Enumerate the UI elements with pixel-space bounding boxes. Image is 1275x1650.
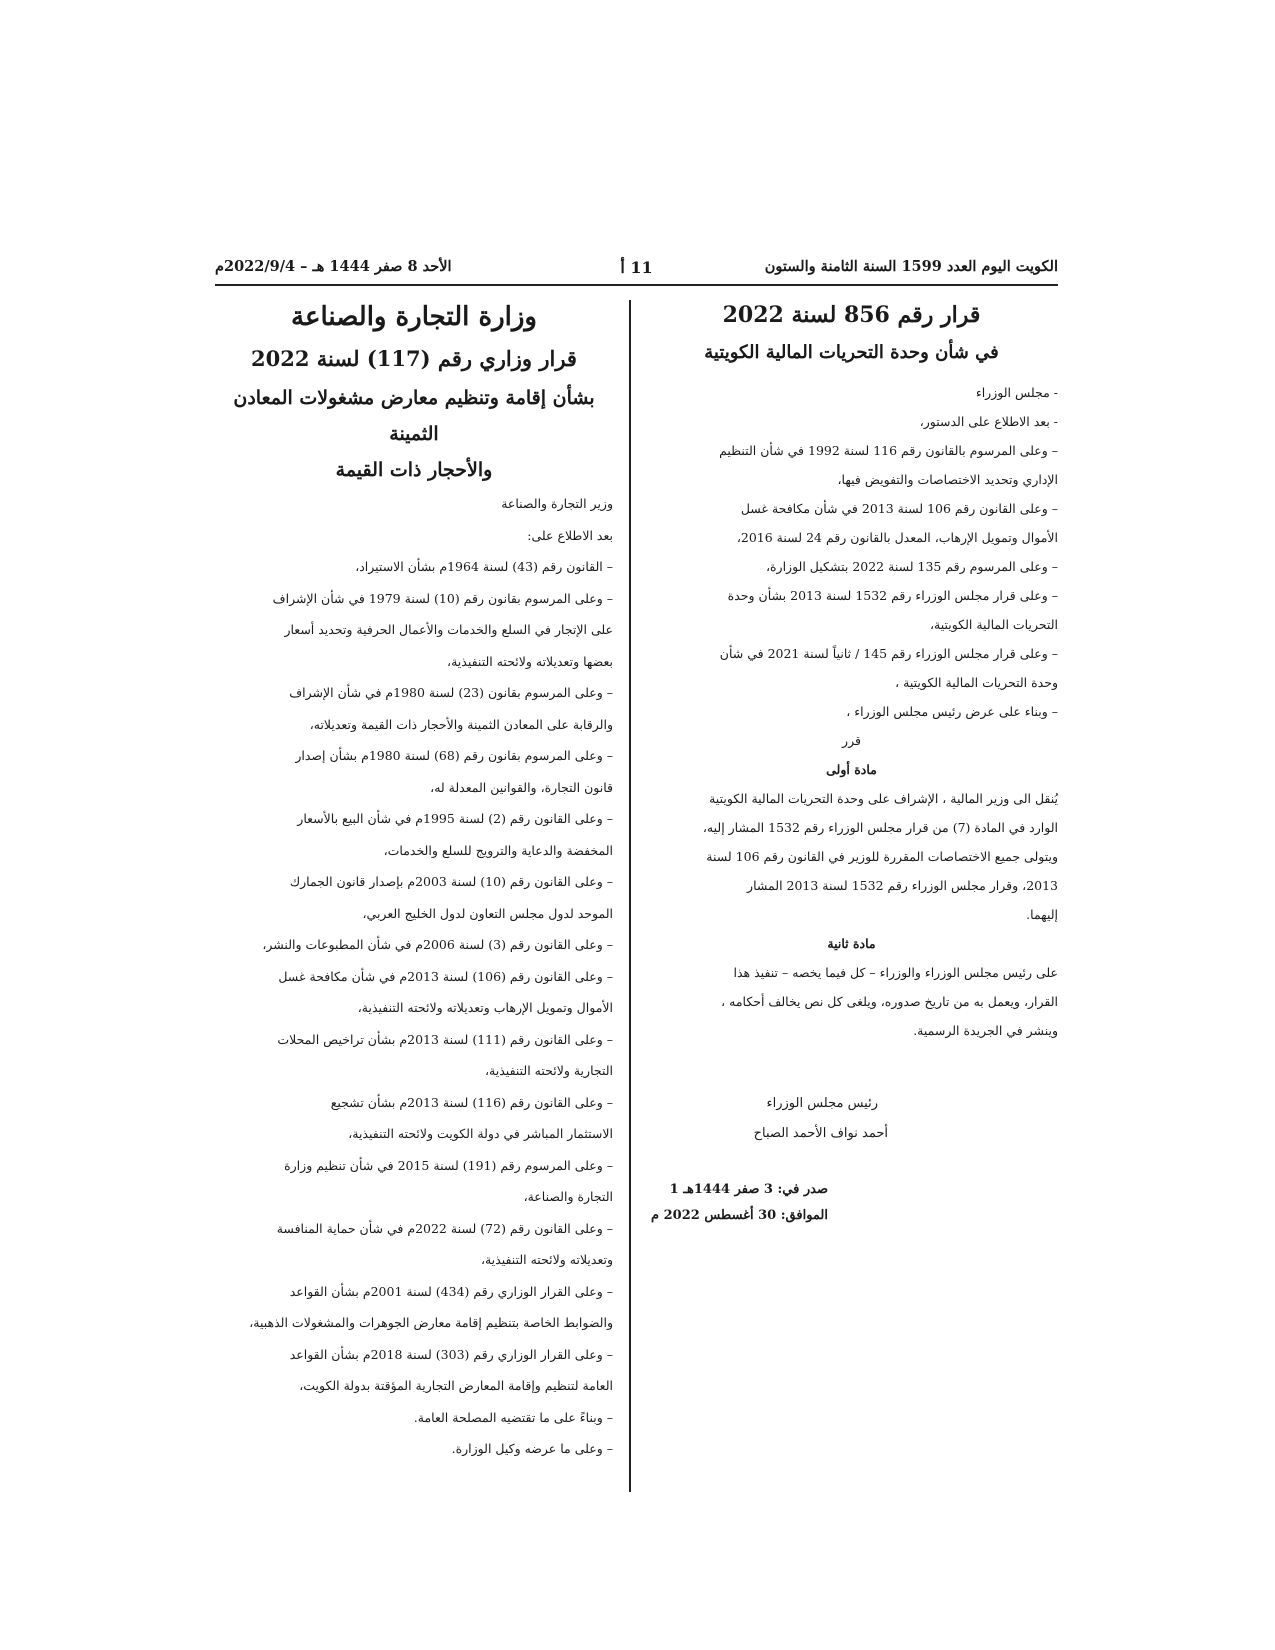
body-line: – وعلى القانون رقم (72) لسنة 2022م في شأن حماية المنافسة bbox=[276, 1220, 613, 1236]
decree-subtitle: في شأن وحدة التحريات المالية الكويتية bbox=[704, 342, 999, 363]
body-line: – وعلى القرار الوزاري رقم (303) لسنة 2018م بشأن القواعد bbox=[289, 1346, 613, 1362]
decree-preamble bbox=[645, 378, 1058, 726]
body-line: بعد الاطلاع على: bbox=[527, 527, 613, 543]
article1-body bbox=[645, 784, 1058, 929]
body-line: وتعديلاته ولائحته التنفيذية، bbox=[480, 1252, 613, 1267]
corresponding-date: الموافق: 30 أغسطس 2022 م bbox=[651, 1208, 828, 1223]
body-line: – وعلى القانون رقم (10) لسنة 2003م بإصدار قانون الجمارك bbox=[289, 874, 613, 889]
ministerial-title: قرار وزاري رقم (117) لسنة 2022 bbox=[251, 346, 577, 371]
article1-title: مادة أولى bbox=[826, 762, 877, 777]
body-line: الموحد لدول مجلس التعاون لدول الخليج العربي، bbox=[362, 905, 613, 921]
preamble-line: التحريات المالية الكويتية، bbox=[929, 617, 1058, 632]
header-date: الأحد 8 صفر 1444 هـ – 2022/9/4م bbox=[215, 258, 452, 275]
header-page-number: 11 أ bbox=[620, 258, 653, 277]
body-line: – وعلى القانون رقم (106) لسنة 2013م في شأن مكافحة غسل bbox=[278, 968, 613, 984]
body-line: – وعلى القانون رقم (3) لسنة 2006م في شأن المطبوعات والنشر، bbox=[262, 937, 613, 952]
article2-title: مادة ثانية bbox=[827, 936, 876, 951]
preamble-line: – وعلى المرسوم بالقانون رقم 116 لسنة 1992 في شأن التنظيم bbox=[719, 443, 1058, 458]
preamble-line: – وعلى المرسوم رقم 135 لسنة 2022 بتشكيل الوزارة، bbox=[765, 559, 1058, 574]
ministry-name: وزارة التجارة والصناعة bbox=[291, 302, 537, 332]
body-line: – وعلى القانون رقم (111) لسنة 2013م بشأن تراخيص المحلات bbox=[277, 1031, 613, 1047]
ministerial-body bbox=[215, 488, 613, 1465]
ministerial-column bbox=[215, 296, 613, 1465]
preamble-line: – وعلى قرار مجلس الوزراء رقم 145 / ثانياً لسنة 2021 في شأن bbox=[719, 646, 1058, 661]
body-line: والضوابط الخاصة بتنظيم إقامة معارض الجوهرات والمشغولات الذهبية، bbox=[249, 1315, 613, 1330]
signature-name: أحمد نواف الأحمد الصباح bbox=[753, 1126, 888, 1141]
body-line: – وبناءً على ما تقتضيه المصلحة العامة. bbox=[413, 1409, 613, 1425]
article2-line: القرار، ويعمل به من تاريخ صدوره، ويلغى كل نص يخالف أحكامه ، bbox=[721, 994, 1058, 1009]
body-line: – وعلى القانون رقم (116) لسنة 2013م بشأن تشجيع bbox=[330, 1094, 613, 1110]
article2-body bbox=[645, 958, 1058, 1045]
preamble-line: – وعلى القانون رقم 106 لسنة 2013 في شأن مكافحة غسل bbox=[740, 501, 1058, 516]
preamble-line: – وعلى قرار مجلس الوزراء رقم 1532 لسنة 2013 بشأن وحدة bbox=[727, 588, 1058, 603]
preamble-line: الأموال وتمويل الإرهاب، المعدل بالقانون رقم 24 لسنة 2016، bbox=[736, 530, 1058, 545]
decree-column bbox=[645, 296, 1058, 1229]
header-issue-info: الكويت اليوم العدد 1599 السنة الثامنة والستون bbox=[764, 258, 1058, 275]
decree-title: قرار رقم 856 لسنة 2022 bbox=[722, 302, 981, 328]
body-line: بعضها وتعديلاته ولائحته التنفيذية، bbox=[447, 653, 613, 669]
column-divider bbox=[629, 300, 631, 1492]
body-line: العامة لتنظيم وإقامة المعارض التجارية المؤقتة بدولة الكويت، bbox=[299, 1378, 613, 1393]
article1-line: يُنقل الى وزير المالية ، الإشراف على وحدة التحريات المالية الكويتية bbox=[709, 791, 1058, 806]
body-line: الأموال وتمويل الإرهاب وتعديلاته ولائحته التنفيذية، bbox=[357, 1000, 613, 1015]
preamble-line: - بعد الاطلاع على الدستور، bbox=[919, 414, 1058, 429]
body-line: – وعلى المرسوم بقانون (23) لسنة 1980م في شأن الإشراف bbox=[289, 685, 613, 700]
body-line: على الإتجار في السلع والخدمات والأعمال الحرفية وتحديد أسعار bbox=[284, 622, 613, 637]
body-line: والرقابة على المعادن الثمينة والأحجار ذات القيمة وتعديلاته، bbox=[309, 716, 613, 732]
article2-line: وينشر في الجريدة الرسمية. bbox=[913, 1023, 1058, 1038]
article2-line: على رئيس مجلس الوزراء والوزراء – كل فيما يخصه – تنفيذ هذا bbox=[733, 965, 1058, 980]
body-line: – وعلى القرار الوزاري رقم (434) لسنة 2001م بشأن القواعد bbox=[289, 1283, 613, 1299]
article1-line: إليهما. bbox=[1026, 907, 1058, 922]
body-line: – وعلى المرسوم بقانون رقم (68) لسنة 1980م بشأن إصدار bbox=[295, 748, 613, 763]
body-line: التجارة والصناعة، bbox=[523, 1189, 613, 1204]
article1-line: الوارد في المادة (7) من قرار مجلس الوزراء رقم 1532 المشار إليه، bbox=[702, 820, 1058, 835]
body-line: – القانون رقم (43) لسنة 1964م بشأن الاستيراد، bbox=[355, 559, 613, 574]
article1-line: 2013، وقرار مجلس الوزراء رقم 1532 لسنة 2013 المشار bbox=[747, 878, 1058, 893]
preamble-line: الإداري وتحديد الاختصاصات والتفويض فيها، bbox=[837, 472, 1058, 487]
body-line: قانون التجارة، والقوانين المعدلة له، bbox=[430, 779, 613, 795]
body-line: – وعلى المرسوم رقم (191) لسنة 2015 في شأن تنظيم وزارة bbox=[284, 1157, 613, 1173]
preamble-line: - مجلس الوزراء bbox=[975, 385, 1058, 400]
signature-title: رئيس مجلس الوزراء bbox=[766, 1096, 878, 1111]
body-line: – وعلى القانون رقم (2) لسنة 1995م في شأن البيع بالأسعار bbox=[297, 811, 613, 826]
article1-line: ويتولى جميع الاختصاصات المقررة للوزير في القانون رقم 106 لسنة bbox=[706, 849, 1058, 864]
body-line: المخفضة والدعاية والترويج للسلع والخدمات، bbox=[383, 842, 613, 858]
preamble-line: – وبناء على عرض رئيس مجلس الوزراء ، bbox=[846, 704, 1058, 719]
body-line: الاستثمار المباشر في دولة الكويت ولائحته التنفيذية، bbox=[348, 1126, 613, 1141]
ministerial-subject-cont: والأحجار ذات القيمة bbox=[335, 459, 493, 481]
preamble-line: وحدة التحريات المالية الكويتية ، bbox=[895, 675, 1058, 690]
page-header bbox=[215, 254, 1058, 286]
body-line: التجارية ولائحته التنفيذية، bbox=[485, 1063, 613, 1078]
body-line: – وعلى ما عرضه وكيل الوزارة. bbox=[451, 1441, 613, 1456]
body-line: وزير التجارة والصناعة bbox=[501, 496, 613, 511]
decided-label: قرر bbox=[842, 733, 861, 748]
ministerial-subject: بشأن إقامة وتنظيم معارض مشغولات المعادن الثمينة bbox=[233, 387, 595, 445]
issued-date: صدر في: 3 صفر 1444هـ 1 bbox=[669, 1182, 828, 1197]
body-line: – وعلى المرسوم بقانون رقم (10) لسنة 1979 في شأن الإشراف bbox=[272, 590, 613, 606]
